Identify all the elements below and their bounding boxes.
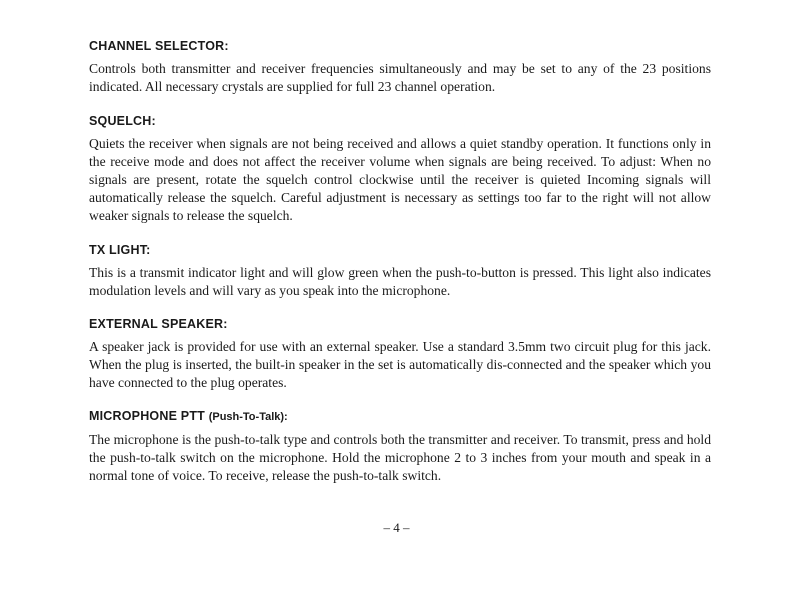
section-heading [89, 408, 711, 425]
section-heading: CHANNEL SELECTOR: [89, 39, 229, 53]
section-microphone-ptt [89, 408, 711, 485]
section-heading-sub: (Push-To-Talk): [208, 411, 288, 423]
section-heading-main: MICROPHONE PTT [89, 409, 205, 423]
page-number: – 4 – [383, 520, 410, 535]
section-body: A speaker jack is provided for use with an external speaker. Use a standard 3.5mm two circuit plug for this jack. When the plug is inserted, the built-in speaker in the set is automatically dis-connected and the speaker which you have connected to the plug operates. [89, 339, 711, 390]
section-body: Quiets the receiver when signals are not being received and allows a quiet standby operation. It functions only in the receive mode and does not affect the receiver volume when signals are being received. To adjust: When no signals are present, rotate the squelch control clockwise until the receiver is quieted Incoming signals will automatically release the squelch. Careful adjustment is necessary as settings too far to the right will not allow weaker signals to release the squelch. [89, 136, 711, 223]
section-heading: SQUELCH: [89, 114, 156, 128]
section-body: Controls both transmitter and receiver frequencies simultaneously and may be set to any of the 23 positions indicated. All necessary crystals are supplied for full 23 channel operation. [89, 61, 711, 94]
section-channel-selector [89, 38, 711, 96]
section-tx-light [89, 242, 711, 300]
section-body: The microphone is the push-to-talk type and controls both the transmitter and receiver. To transmit, press and hold the push-to-talk switch on the microphone. Hold the microphone 2 to 3 inches from your mouth and speak in a normal tone of voice. To receive, release the push-to-talk switch. [89, 432, 711, 483]
section-squelch [89, 113, 711, 225]
manual-page [89, 38, 711, 485]
section-heading: TX LIGHT: [89, 243, 151, 257]
section-body: This is a transmit indicator light and will glow green when the push-to-button is pressed. This light also indicates modulation levels and will vary as you speak into the microphone. [89, 265, 711, 298]
section-heading: EXTERNAL SPEAKER: [89, 317, 228, 331]
section-external-speaker [89, 316, 711, 392]
